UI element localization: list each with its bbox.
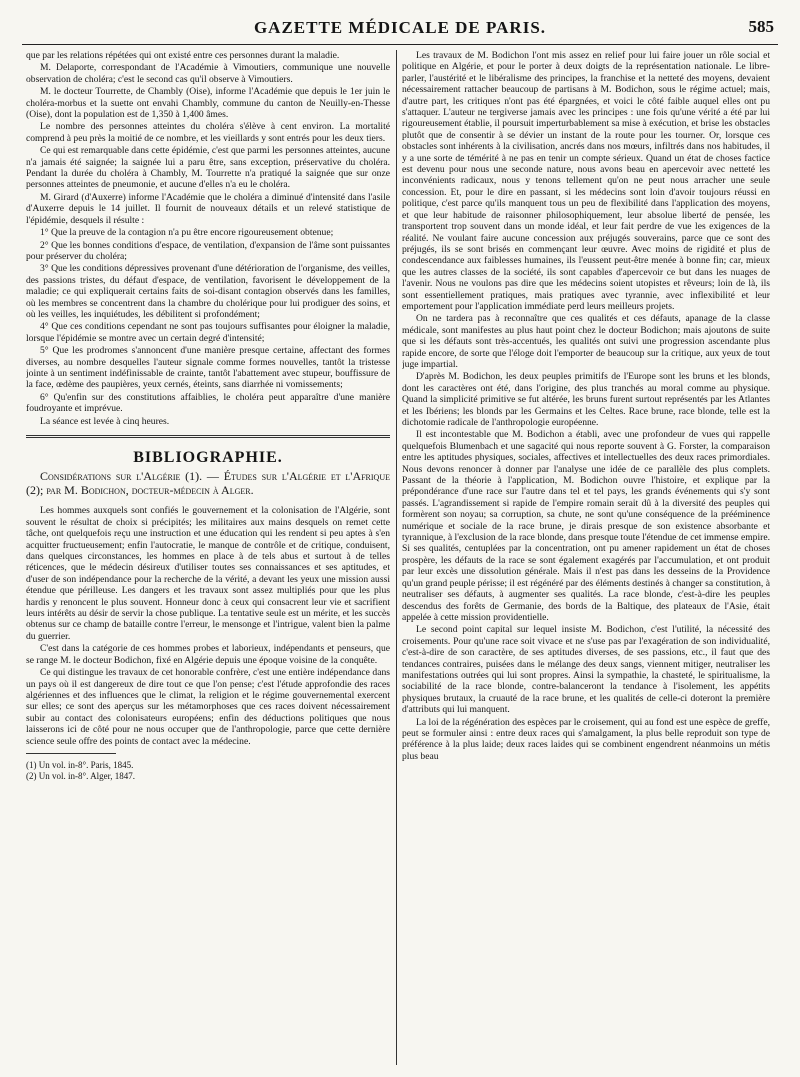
paragraph: 6° Qu'enfin sur des constitutions affaiblies, le choléra peut apparaître d'une manière foudroyante et imprévue. [26, 391, 390, 415]
page-header [22, 6, 778, 46]
paragraph: 1° Que la preuve de la contagion n'a pu être encore rigoureusement obtenue; [40, 227, 334, 239]
paragraph: On ne tardera pas à reconnaître que ces qualités et ces défauts, apanage de la classe médicale, sont manifestes au plus haut point chez le docteur Bodichon; mais ajoutons de suite que si les défauts sont très-accentués, les qualités ont suivi une progression ascendante plus rapide encore, de sorte que l'éloge doit l'emporter de beaucoup sur la critique, aux yeux de tout juge impartial. [402, 313, 770, 370]
paragraph: La séance est levée à cinq heures. [40, 415, 170, 427]
paragraph: 3° Que les conditions dépressives provenant d'une détérioration de l'organisme, des veilles, des passions tristes, du défaut d'espace, de ventilation, favorisent le développement de la maladie; ce qui expliquerait certains faits de soi-disant contagion observés dans les familles, où les membres se concentrent dans la chambre du cholérique pour lui prodiguer des soins, et où les veilles, les inquiétudes, les débilitent si profondément; [26, 263, 390, 320]
paragraph: Ce qui est remarquable dans cette épidémie, c'est que parmi les personnes atteintes, aucune n'a jamais été saignée; la saignée lui a paru être, sans exception, préservative du choléra. Pendant la durée du choléra à Chambly, M. Tourrette n'a pratiqué la saignée que sur onze personnes atteintes de pneumonie, et aucune d'elles n'a eu le choléra. [26, 145, 390, 191]
paragraph: C'est dans la catégorie de ces hommes probes et laborieux, indépendants et penseurs, que se range M. le docteur Bodichon, fixé en Algérie depuis une époque voisine de la conquête. [26, 643, 390, 666]
paragraph: Les hommes auxquels sont confiés le gouvernement et la colonisation de l'Algérie, sont souvent le résultat de choix si précipités; les militaires aux mains desquels on remet cette tâche, ont quelquefois reçu une instruction et une éducation qui les rendent si peu aptes à s'en acquitter fructueusement; enfin l'autocratie, le manque de contrôle et de critique, conduisent, dans quelques circonstances, les hommes en place à de tels abus et surtout à de telles réticences, que le médecin désireux d'utiliser toutes ses connaissances et ses aptitudes, et d'user de son indépendance pour la recherche de la vérité, a devant les yeux une mission aussi étendue que périlleuse. Les dangers et les travaux sont assez multipliés pour que les plus hardis y renoncent le plus souvent. Honneur donc à ceux qui consacrent leur vie et sacrifient leurs intérêts au désir de servir la chose publique. La tentative seule est un mérite, et les succès obtenus sur ce champ de bataille contre l'erreur, le mensonge et l'intrigue, valent bien la palme du guerrier. [26, 505, 390, 642]
header-rule [22, 44, 778, 45]
paragraph: Le second point capital sur lequel insiste M. Bodichon, c'est l'utilité, la nécessité des croisements. Pour qu'une race soit vivace et ne s'use pas par l'exagération de son individualité, c'est-à-dire de son caractère, de ses aptitudes diverses, de ses passions, etc., il faut que des tendances contraires, puisées dans le mélange des deux sangs, viennent mitiger, neutraliser les manifestations outrées qui lui sont propres. Ainsi la sympathie, la chasteté, le spiritualisme, la sociabilité de la race blonde, contre-balanceront la tendance à l'isolement, les appétits physiques brutaux, la cruauté de la race brune, et les qualités de celle-ci doteront la première d'attributs qui lui manquent. [402, 624, 770, 716]
left-column [26, 50, 390, 1070]
paragraph: M. Delaporte, correspondant de l'Académie à Vimoutiers, communique une nouvelle observation de choléra; c'est le second cas qu'il observe à Vimoutiers. [26, 62, 390, 85]
footnote: (1) Un vol. in-8°. Paris, 1845. [26, 759, 134, 770]
paragraph: M. Girard (d'Auxerre) informe l'Académie que le choléra a diminué d'intensité dans l'asile d'Auxerre depuis le 14 juillet. Il fournit de nouveaux détails et un relevé statistique de l'épidémie, desquels il résulte : [26, 191, 390, 226]
paragraph: M. le docteur Tourrette, de Chambly (Oise), informe l'Académie que depuis le 1er juin le choléra-morbus et la suette ont envahi Chambly, commune du canton de Neuilly-en-Thesse (Oise), dont la population est de 1,350 à 1,400 âmes. [26, 86, 390, 121]
section-title: BIBLIOGRAPHIE. [133, 449, 283, 466]
footnotes [26, 760, 390, 782]
paragraph: Ce qui distingue les travaux de cet honorable confrère, c'est une entière indépendance dans un pays où il est dangereux de dire tout ce que l'on pense; c'est l'étude approfondie des races algériennes et des influences que le climat, la religion et le régime gouvernemental exercent sur elles; ce sont des aperçus sur les métamorphoses que ces races doivent nécessairement subir au contact des colonisateurs européens; enfin des déductions politiques que nous laisserons ici de côté pour ne nous occuper que de l'anthropologie, parce que cette dernière science seule offre des points de contact avec la médecine. [26, 667, 390, 747]
paragraph: Le nombre des personnes atteintes du choléra s'élève à cent environ. La mortalité comprend à peu près la moitié de ce nombre, et les vieillards y sont entrés pour les deux tiers. [26, 121, 390, 144]
paragraph: Les travaux de M. Bodichon l'ont mis assez en relief pour lui faire jouer un rôle social et politique en Algérie, et pour le porter à deux doigts de la représentation nationale. Le libre-parler, l'austérité et le libéralisme des principes, la franchise et la netteté des moyens, devaient nécessairement rattacher beaucoup de partisans à M. Bodichon, sous le régime actuel; mais, d'autre part, les critiques n'ont pas été épargnées, et voici le côté faible auquel elles ont pu s'attaquer. L'auteur ne tergiverse jamais avec les principes : une fois qu'une vérité a été par lui rigoureusement établie, il poursuit imperturbablement sa mise à exécution, et brise les obstacles plutôt que de consentir à se dévier un instant de la route pour les tourner. Or, lorsque ces obstacles sont inhérents à la civilisation, ancrés dans nos mœurs, infiltrés dans nos habitudes, il y a une sorte de témérité à ne pas en tenir un compte sérieux. Quand un état de choses factice est devenu pour nous une seconde nature, nous avons beau en apercevoir avec netteté les inconvénients radicaux, nous y tenons tellement qu'on ne peut nous arracher une seule concession. Et, pour le dire en passant, si les médecins sont loin d'avoir toujours réussi en politique, c'est parce qu'ils manquent tous un peu de flexibilité dans l'application des moyens, et que leur habitude de raisonner philosophiquement, leur absolue liberté de pensée, les transportent trop souvent dans un monde idéal, et leur fait perdre de vue les exigences de la réalité. Ne voulant faire aucune concession aux préjugés souverains, parce que ce sont des préjugés, ils se sont brisés en commençant leur œuvre. Avec moins de rigidité et plus de condescendance aux faiblesses humaines, ils l'eussent peut-être menée à bonne fin; car, mieux que les autres classes de la société, ils sont capables d'apercevoir ce but dans les nuages de l'avenir. Nous ne voulons pas dire que les médecins soient utopistes et rêveurs; loin de là, ils sont essentiellement pratiques, mais pratiques avec tyrannie, avec inflexibilité et leur emportement pour l'application immédiate perd leurs meilleurs projets. [402, 50, 770, 312]
paragraph: 4° Que ces conditions cependant ne sont pas toujours suffisantes pour éloigner la maladie, lorsque l'épidémie se montre avec un certain degré d'intensité; [26, 321, 390, 344]
biblio-heading: Considérations sur l'Algérie (1). — Études sur l'Algérie et l'Afrique (2); par M. Bodichon, docteur-médecin à Alger. [26, 469, 390, 498]
paragraph: D'après M. Bodichon, les deux peuples primitifs de l'Europe sont les bruns et les blonds, dont les caractères ont été, dans l'origine, des plus tranchés au moral comme au physique. Quand la simplicité primitive se fut altérée, les bruns furent surtout représentés par les Atlantes et les Ibériens; les blonds par les Germains et les Celtes. Race brune, race blonde, telle est la dichotomie radicale de l'anthropologie européenne. [402, 371, 770, 428]
paragraph: 5° Que les prodromes s'annoncent d'une manière presque certaine, affectant des formes diverses, au nombre desquelles l'auteur signale comme formes nouvelles, tantôt la tristesse jointe à un sentiment indéfinissable de crainte, tantôt l'abattement avec stupeur, bouffissure de la face, œdème des paupières, yeux cernés, éteints, sans diarrhée ni vomissements; [26, 345, 390, 391]
page-number: 585 [748, 17, 774, 36]
right-column [402, 50, 770, 1070]
footnote-rule [26, 753, 116, 754]
paragraph: Il est incontestable que M. Bodichon a établi, avec une profondeur de vues qui rappelle quelquefois Blumenbach et une sagacité qui nous reporte souvent à G. Forster, la comparaison entre les aptitudes physiques, sociales, affectives et intellectuelles des deux races primordiales. Nous devons renoncer à donner par l'analyse une idée de ce parallèle des plus complets. Passant de la théorie à l'application, M. Bodichon ouvre l'histoire, et explique par la prépondérance d'une race sur l'autre dans tel et tel pays, les grands événements qui s'y sont passés. L'agrandissement si rapide de l'empire romain serait dû à la diversité des peuples qui formèrent son noyau; sa corruption, sa chute, ne sont qu'une conséquence de la prééminence numérique et sociale de la race brune, je dirais presque de son existence absorbante et tyrannique, à l'exclusion de la race blonde, dans presque toute l'étendue de cet immense empire. Si ses qualités, centuplées par la concentration, ont pu amener rapidement un état de choses prospère, les défauts de la race se sont également exagérés par l'accumulation, et ont produit par leur excès une dissolution générale. Mais il n'est pas dans les desseins de la Providence qu'un grand peuple périsse; il est régénéré par des éléments destinés à changer sa constitution, à neutraliser ses défauts, à augmenter ses qualités. La race blonde, c'est-à-dire les peuples descendus des forêts de Germanie, des bords de la Baltique, des plateaux de l'Asie, était appelée à cette mission providentielle. [402, 429, 770, 623]
column-divider [396, 50, 397, 1065]
paragraph: 2° Que les bonnes conditions d'espace, de ventilation, d'expansion de l'âme sont puissantes pour préserver du choléra; [26, 239, 390, 262]
section-rule [26, 435, 390, 438]
footnote: (2) Un vol. in-8°. Alger, 1847. [26, 770, 135, 781]
journal-title: GAZETTE MÉDICALE DE PARIS. [253, 18, 547, 37]
paragraph: La loi de la régénération des espèces par le croisement, qui au fond est une espèce de greffe, peut se formuler ainsi : entre deux races qui s'amalgament, la plus belle reproduit son type de préférence à la plus laide; deux races laides qui se combinent engendrent néanmoins un métis plus beau [402, 716, 770, 762]
paragraph: que par les relations répétées qui ont existé entre ces personnes durant la maladie. [26, 50, 340, 61]
